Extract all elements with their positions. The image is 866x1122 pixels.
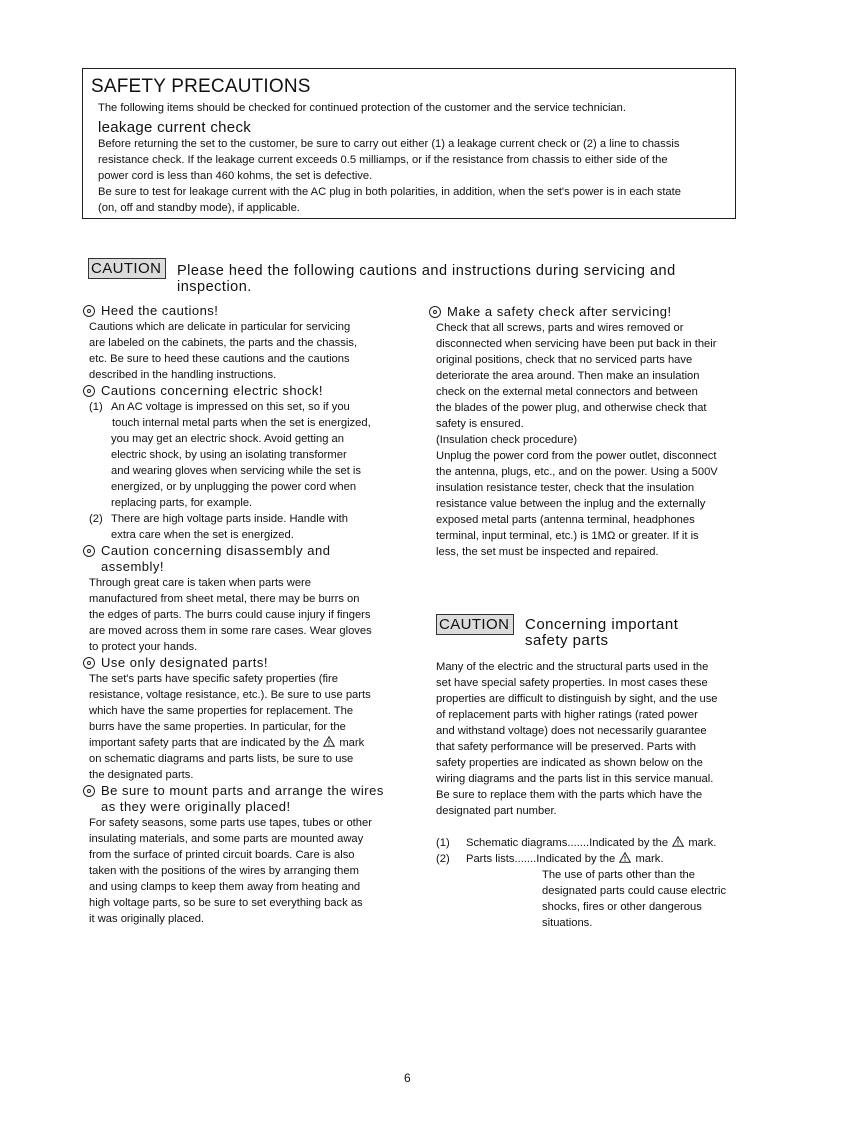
- text-line: Many of the electric and the structural parts used in the: [436, 661, 709, 673]
- text-line: insulation resistance tester, check that the insulation: [436, 482, 695, 494]
- text-line: the edges of parts. The burrs could cause injury if fingers: [89, 609, 371, 621]
- text-line: disconnected when servicing have been put back in their: [436, 338, 717, 350]
- text-line: exposed metal parts (antenna terminal, headphones: [436, 514, 695, 526]
- text-line: and wearing gloves when servicing while the set is: [111, 465, 361, 477]
- section-heading: [83, 655, 409, 671]
- numbered-item: [436, 835, 756, 851]
- text-line: the designated parts.: [89, 769, 194, 781]
- text-line: etc. Be sure to heed these cautions and the cautions: [89, 353, 350, 365]
- caution-header: [436, 614, 736, 654]
- caution-heading: [525, 617, 735, 649]
- text-line: shocks, fires or other dangerous: [542, 901, 702, 913]
- text-line: described in the handling instructions.: [89, 369, 277, 381]
- intro-text: The following items should be checked for continued protection of the customer and the service technician.: [98, 102, 626, 114]
- warning-triangle-icon: [672, 836, 684, 847]
- text-line: Be sure to test for leakage current with the AC plug in both polarities, in addition, when the set's power is in each state: [98, 186, 681, 198]
- text-line: energized, or by unplugging the power cord when: [111, 481, 357, 493]
- text-line: that safety performance will be preserved. Parts with: [436, 741, 696, 753]
- double-circle-icon: [83, 545, 95, 557]
- text-line: situations.: [542, 917, 593, 929]
- text-line: The set's parts have specific safety properties (fire: [89, 673, 338, 685]
- text-line: insulating materials, and some parts are mounted away: [89, 833, 364, 845]
- double-circle-icon: [83, 657, 95, 669]
- heading-text: Make a safety check after servicing!: [447, 304, 672, 319]
- text-line: to protect your hands.: [89, 641, 198, 653]
- left-column: [89, 303, 409, 927]
- item-number: (2): [89, 513, 103, 525]
- text-line: electric shock, by using an isolating transformer: [111, 449, 347, 461]
- text-line: safety is ensured.: [436, 418, 524, 430]
- text-line: Cautions which are delicate in particular for servicing: [89, 321, 351, 333]
- text-line: and withstand voltage) does not necessarily guarantee: [436, 725, 707, 737]
- heading-text: Be sure to mount parts and arrange the wires: [101, 783, 384, 798]
- text-line: Check that all screws, parts and wires removed or: [436, 322, 684, 334]
- section-heading: [429, 304, 756, 320]
- section-heading: [83, 783, 409, 815]
- text-line: terminal, input terminal, etc.) is 1MΩ or greater. If it is: [436, 530, 699, 542]
- text-line: set have special safety properties. In most cases these: [436, 677, 708, 689]
- text-span: mark.: [635, 853, 664, 865]
- heading-text: Use only designated parts!: [101, 655, 268, 670]
- text-line: from the surface of printed circuit boards. Care is also: [89, 849, 355, 861]
- caution-header: [88, 258, 708, 298]
- text-line: resistance, voltage resistance, etc.). Be sure to use parts: [89, 689, 371, 701]
- heading-text: assembly!: [101, 559, 165, 574]
- text-line: (Insulation check procedure): [436, 434, 578, 446]
- text-line: Before returning the set to the customer, be sure to carry out either (1) a leakage current check or (2) a line to chassis: [98, 138, 680, 150]
- text-line: and using clamps to keep them away from heating and: [89, 881, 361, 893]
- section-heading: [83, 543, 409, 575]
- text-line: the antenna, plugs, etc., and on the power. Using a 500V: [436, 466, 718, 478]
- caution-heading-line: Concerning important: [525, 616, 679, 633]
- safety-precautions-box: [82, 68, 736, 219]
- text-line: touch internal metal parts when the set is energized,: [112, 417, 371, 429]
- item-number: (1): [89, 401, 103, 413]
- double-circle-icon: [429, 306, 441, 318]
- text-span: mark: [339, 737, 365, 749]
- text-line: original positions, check that no serviced parts have: [436, 354, 693, 366]
- section-title: SAFETY PRECAUTIONS: [91, 76, 311, 97]
- text-span: important safety parts that are indicated by the: [89, 737, 320, 749]
- note-block: [436, 867, 756, 931]
- text-line: less, the set must be inspected and repaired.: [436, 546, 659, 558]
- heading-text: Heed the cautions!: [101, 303, 219, 318]
- item-number: (2): [436, 853, 450, 865]
- text-line: Through great care is taken when parts were: [89, 577, 312, 589]
- text-line: safety properties are indicated as shown below on the: [436, 757, 703, 769]
- text-line: high voltage parts, so be sure to set everything back as: [89, 897, 363, 909]
- right-column: [436, 304, 756, 560]
- text-span: mark.: [688, 837, 717, 849]
- text-line: (on, off and standby mode), if applicable.: [98, 202, 300, 214]
- text-line: designated part number.: [436, 805, 557, 817]
- heading-text: as they were originally placed!: [101, 799, 291, 814]
- text-line: of replacement parts with higher ratings (rated power: [436, 709, 698, 721]
- item-number: (1): [436, 837, 450, 849]
- numbered-item: [89, 511, 409, 543]
- text-line: extra care when the set is energized.: [111, 529, 294, 541]
- text-line: resistance check. If the leakage current exceeds 0.5 milliamps, or if the resistance from chassis to either side of the: [98, 154, 668, 166]
- text-line: burrs have the same properties. In particular, for the: [89, 721, 346, 733]
- right-column-lower: [436, 659, 756, 931]
- heading-text: Caution concerning disassembly and: [101, 543, 331, 558]
- caution-tag: CAUTION: [88, 258, 166, 279]
- section-heading: [83, 383, 409, 399]
- text-line: check on the external metal connectors and between: [436, 386, 698, 398]
- numbered-item: [436, 851, 756, 867]
- subsection-title: leakage current check: [98, 119, 252, 136]
- text-line: resistance value between the inplug and the externally: [436, 498, 706, 510]
- text-line: power cord is less than 460 kohms, the set is defective.: [98, 170, 373, 182]
- numbered-item: [89, 399, 409, 511]
- text-line: taken with the positions of the wires by arranging them: [89, 865, 359, 877]
- warning-triangle-icon: [619, 852, 631, 863]
- page-number: 6: [404, 1071, 411, 1085]
- text-line: it was originally placed.: [89, 913, 205, 925]
- double-circle-icon: [83, 785, 95, 797]
- text-line: you may get an electric shock. Avoid getting an: [111, 433, 345, 445]
- leakage-text: [98, 136, 728, 216]
- heading-text: Cautions concerning electric shock!: [101, 383, 323, 398]
- warning-triangle-icon: [323, 736, 335, 747]
- text-span: Parts lists.......Indicated by the: [466, 853, 616, 865]
- text-line: deteriorate the area around. Then make an insulation: [436, 370, 700, 382]
- text-line: An AC voltage is impressed on this set, so if you: [111, 401, 350, 413]
- text-line: properties are difficult to distinguish by sight, and the use: [436, 693, 718, 705]
- text-line: For safety seasons, some parts use tapes, tubes or other: [89, 817, 372, 829]
- text-span: Schematic diagrams.......Indicated by the: [466, 837, 669, 849]
- text-line: Unplug the power cord from the power outlet, disconnect: [436, 450, 717, 462]
- text-line: are labeled on the cabinets, the parts and the chassis,: [89, 337, 358, 349]
- text-line: Be sure to replace them with the parts which have the: [436, 789, 703, 801]
- caution-heading-line: Please heed the following cautions and instructions during servicing and: [177, 263, 676, 279]
- text-line: which have the same properties for replacement. The: [89, 705, 354, 717]
- text-line: manufactured from sheet metal, there may be burrs on: [89, 593, 360, 605]
- section-heading: [83, 303, 409, 319]
- caution-heading-line: safety parts: [525, 632, 609, 649]
- text-line: wiring diagrams and the parts list in this service manual.: [436, 773, 714, 785]
- double-circle-icon: [83, 305, 95, 317]
- caution-heading: [177, 263, 707, 295]
- text-line: are moved across them in some rare cases. Wear gloves: [89, 625, 372, 637]
- caution-heading-line: inspection.: [177, 279, 252, 295]
- text-line: designated parts could cause electric: [542, 885, 727, 897]
- text-line: [89, 735, 409, 751]
- caution-tag: CAUTION: [436, 614, 514, 635]
- text-line: replacing parts, for example.: [111, 497, 253, 509]
- text-line: There are high voltage parts inside. Handle with: [111, 513, 348, 525]
- double-circle-icon: [83, 385, 95, 397]
- text-line: The use of parts other than the: [542, 869, 695, 881]
- text-line: the blades of the power plug, and otherwise check that: [436, 402, 707, 414]
- text-line: on schematic diagrams and parts lists, be sure to use: [89, 753, 354, 765]
